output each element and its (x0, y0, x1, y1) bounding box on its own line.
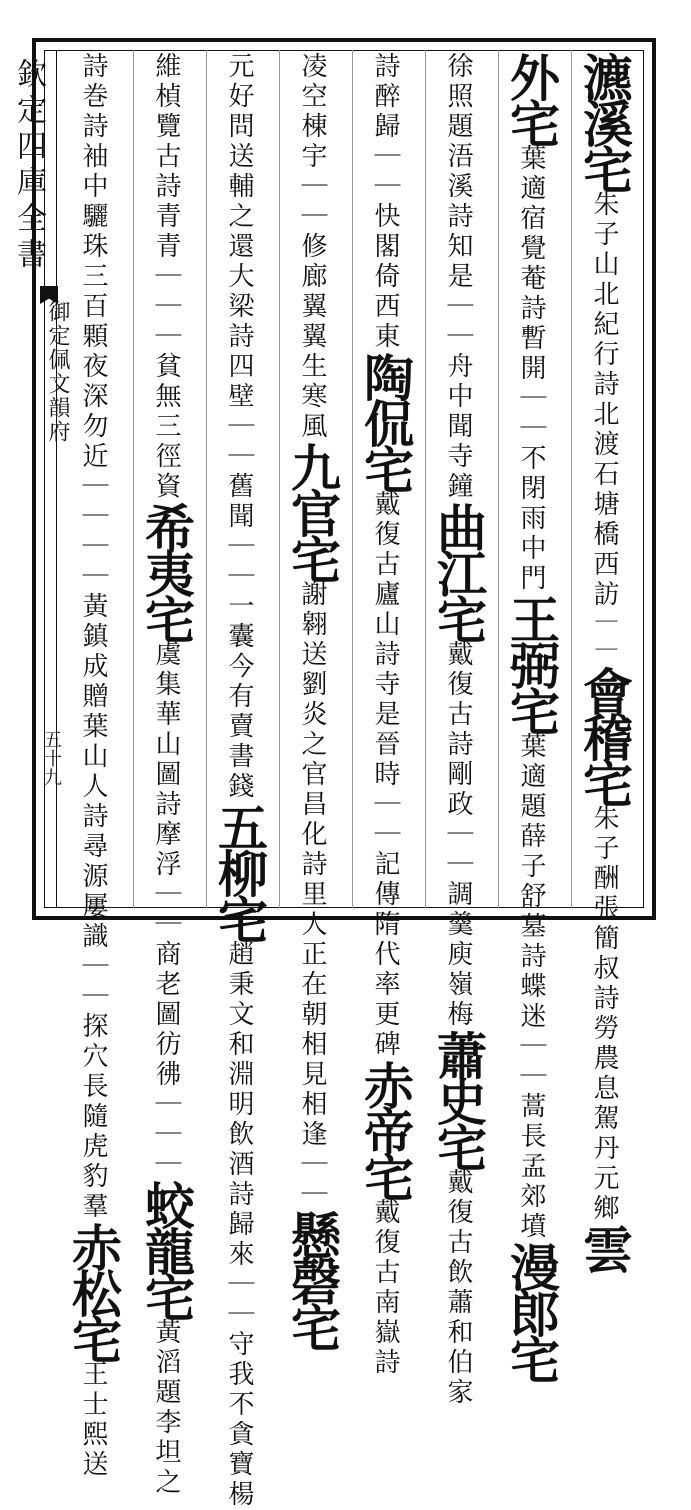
text-column (283, 52, 342, 1348)
entry-text: 虞集華山圖詩摩浮｜｜商老圖彷彿｜｜｜ (151, 640, 181, 1180)
headword: 王弼宅 (502, 594, 561, 732)
text-column (137, 52, 196, 1498)
headword: 瀌溪宅 (575, 52, 634, 190)
text-column (64, 52, 123, 1480)
headword: 九官宅 (283, 442, 342, 580)
entry-text: 徐照題浯溪詩知是｜｜舟中聞寺鐘 (443, 52, 473, 502)
entry-text: 葉適宿覺菴詩暫開｜｜不閉雨中門 (516, 144, 546, 594)
text-column (502, 52, 561, 1380)
entry-text: 謝翱送劉炎之官昌化詩里人正在朝相見相逢｜｜ (297, 580, 327, 1210)
headword: 外宅 (502, 52, 561, 144)
entry-text: ｜｜ (592, 610, 617, 666)
entry-text: 戴復古廬山詩寺是晉時｜｜記傳隋代率更碑 (370, 490, 400, 1060)
column-rule (206, 50, 207, 908)
column-rule (571, 50, 572, 908)
headword: 赤松宅 (64, 1222, 123, 1360)
entry-text: 朱子山北紀行詩北渡石塘橋西訪 (589, 190, 619, 610)
headword: 希夷宅 (137, 502, 196, 640)
headword: 懸磬宅 (283, 1210, 342, 1348)
page-number: 五十九 (41, 730, 62, 787)
column-rule (498, 50, 499, 908)
entry-text: 戴復古詩剛政｜｜調羹庾嶺梅 (443, 640, 473, 1030)
headword: 漫郎宅 (502, 1242, 561, 1380)
entry-text: 黃滔題李坦之 (151, 1318, 181, 1498)
entry-text: 凌空棟宇｜｜修廊翼翼生寒風 (297, 52, 327, 442)
entry-text: 葉適題薛子舒墓詩蝶迷｜｜蒿長孟郊墳 (516, 732, 546, 1242)
entry-text: 趙秉文和淵明飲酒詩歸來｜｜守我不貪寶楊 (224, 940, 254, 1510)
entry-text: 王士熙送 (78, 1360, 108, 1480)
spine-book-title: 欽定四庫全書 (11, 58, 46, 274)
text-column (210, 52, 269, 1510)
headword: 蛟龍宅 (137, 1180, 196, 1318)
entry-text: 元好問送輔之還大梁詩四壁｜｜舊聞｜｜一囊今有賣書錢 (224, 52, 254, 802)
headword: 五柳宅 (210, 802, 269, 940)
entry-text: 維楨覽古詩青青｜｜｜貧無三徑資 (151, 52, 181, 502)
column-rule (133, 50, 134, 908)
text-column (429, 52, 488, 1408)
entry-text: 朱子酬張簡叔詩勞農息駕丹元鄉 (589, 804, 619, 1224)
entry-text: 戴復古南嶽詩 (370, 1198, 400, 1378)
headword: 蕭史宅 (429, 1030, 488, 1168)
column-rule (279, 50, 280, 908)
text-column (356, 52, 415, 1378)
headword: 曲江宅 (429, 502, 488, 640)
column-rule (352, 50, 353, 908)
headword: 陶侃宅 (356, 352, 415, 490)
entry-text: 戴復古飲蕭和伯家 (443, 1168, 473, 1408)
column-rule (425, 50, 426, 908)
headword: 赤帝宅 (356, 1060, 415, 1198)
entry-text: 詩醉歸｜｜快閣倚西東 (370, 52, 400, 352)
spine-volume-title: 御定佩文韻府 (45, 300, 70, 444)
entry-text: 詩巻詩袖中驪珠三百顆夜深勿近｜｜｜｜黃鎮成贈葉山人詩尋源屢識｜｜探穴長隨虎豹羣 (78, 52, 108, 1222)
headword: 會稽宅 (575, 666, 634, 804)
headword: 雲 (575, 1224, 634, 1270)
text-column (575, 52, 634, 1270)
